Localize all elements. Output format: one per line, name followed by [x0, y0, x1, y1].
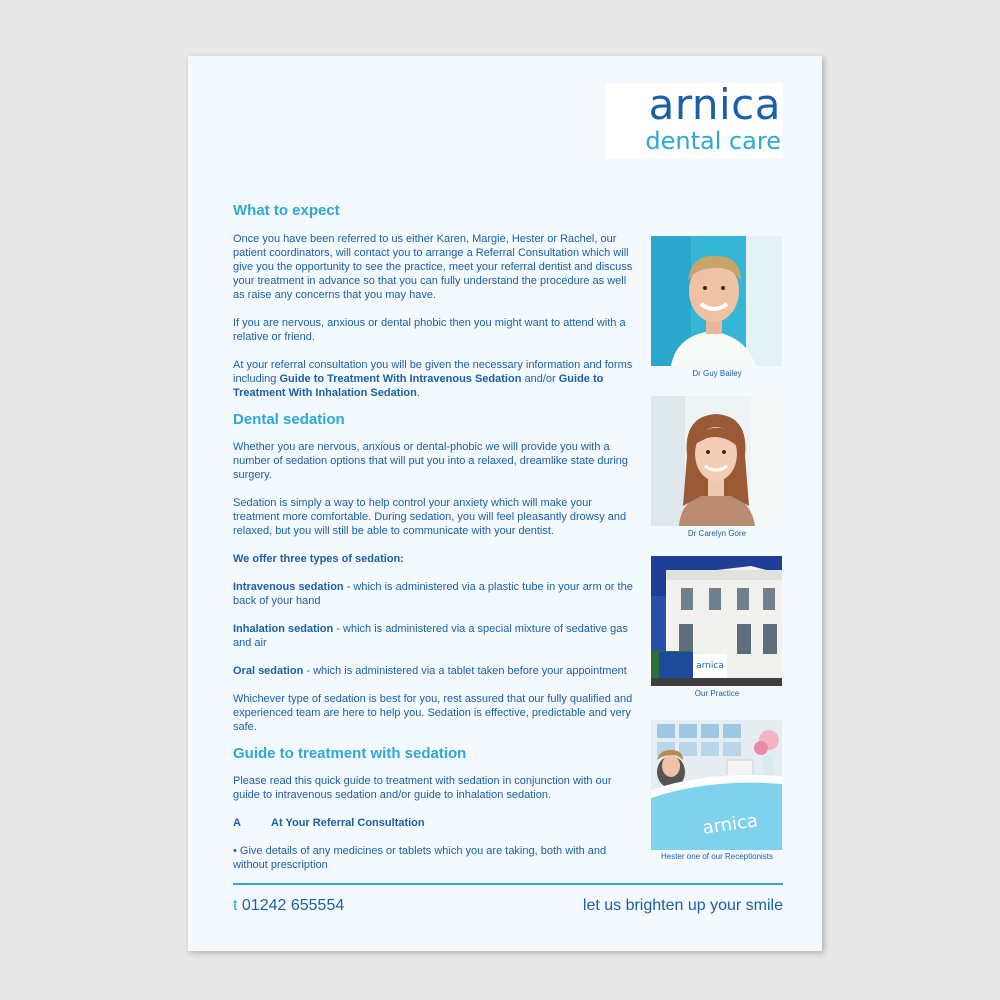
sedation-paragraph-1: Whether you are nervous, anxious or dental-phobic we will provide you with a number of sedation options that will put you into a relaxed, dreamlike state during surgery. — [233, 441, 629, 481]
expect-p3-text: At your referral consultation you will be given the necessary information and forms including — [233, 359, 633, 385]
expect-paragraph-3 — [233, 358, 633, 400]
caption-our-practice: Our Practice — [694, 689, 740, 698]
sedation-paragraph-3: Whichever type of sedation is best for you, rest assured that our fully qualified and experienced team are here to help you. Sedation is effective, predictable and very safe. — [233, 693, 633, 733]
sedation-type-inhalation-label: Inhalation sedation — [233, 623, 334, 635]
arnica-logo — [605, 80, 783, 159]
guide-bullet: • Give details of any medicines or tablets which you are taking, both with and without prescription — [233, 845, 607, 871]
sedation-types-heading: We offer three types of sedation: — [233, 553, 404, 565]
heading-guide-to-treatment: Guide to treatment with sedation — [233, 745, 467, 762]
photo-reception — [651, 720, 782, 850]
caption-reception: Hester one of our Receptionists — [660, 852, 774, 861]
sedation-paragraph-2: Sedation is simply a way to help control your anxiety which will make your treatment more comfortable. During sedation, you will feel pleasantly drowsy and relaxed, but you will still be able to communicate with your dentist. — [233, 497, 627, 537]
sedation-type-iv — [233, 580, 633, 608]
guide-subheading-letter: A — [233, 817, 241, 829]
guide-inhalation-link-text: Guide to Treatment With Inhalation Sedation — [233, 373, 604, 399]
heading-what-to-expect: What to expect — [233, 202, 340, 219]
expect-paragraph-1: Once you have been referred to us either Karen, Margie, Hester or Rachel, our patient coordinators, will contact you to arrange a Referral Consultation which will give you the opportunity to see the practice, meet your referral dentist and discuss your treatment in advance so that you can fully understand the procedure as well as raise any concerns that you may have. — [233, 233, 633, 301]
photo-our-practice — [651, 556, 782, 686]
guide-iv-link-text: Guide to Treatment With Intravenous Sedation — [279, 373, 522, 385]
caption-dr-carelyn-gore: Dr Carelyn Gore — [687, 529, 747, 538]
guide-paragraph-1: Please read this quick guide to treatment with sedation in conjunction with our guide to intravenous sedation and/or guide to inhalation sedation. — [233, 775, 612, 801]
sedation-type-oral-text: - which is administered via a tablet taken before your appointment — [303, 665, 627, 677]
sedation-type-oral — [233, 664, 633, 678]
sedation-type-iv-label: Intravenous sedation — [233, 581, 344, 593]
footer-tagline: let us brighten up your smile — [582, 897, 783, 914]
guide-subheading-title: At Your Referral Consultation — [271, 817, 425, 829]
logo-subtitle: dental care — [645, 127, 781, 155]
sedation-type-inhalation-text: - which is administered via a special mixture of sedative gas and air — [233, 623, 628, 649]
phone-number: 01242 655554 — [241, 897, 345, 914]
expect-paragraph-2: If you are nervous, anxious or dental phobic then you might want to attend with a relative or friend. — [233, 317, 626, 343]
logo-wordmark: arnica — [648, 80, 781, 129]
sedation-type-oral-label: Oral sedation — [233, 665, 304, 677]
desk-sign-text: arnica — [701, 810, 760, 839]
sedation-type-inhalation — [233, 622, 633, 650]
photo-dr-carelyn-gore — [651, 396, 782, 526]
heading-dental-sedation: Dental sedation — [233, 411, 345, 428]
guide-subheading — [233, 816, 633, 830]
phone-prefix: t — [233, 897, 238, 914]
brochure-page — [188, 56, 822, 951]
expect-p3-end: . — [416, 387, 420, 399]
photo-dr-guy-bailey — [651, 236, 782, 366]
main-text-column — [233, 201, 633, 872]
caption-dr-guy-bailey: Dr Guy Bailey — [692, 369, 742, 378]
footer-phone — [233, 896, 344, 916]
expect-p3-mid: and/or — [521, 373, 559, 385]
sedation-type-iv-text: - which is administered via a plastic tube in your arm or the back of your hand — [233, 581, 633, 607]
footer-divider — [233, 883, 783, 885]
practice-sign-text: arnica — [696, 661, 724, 671]
